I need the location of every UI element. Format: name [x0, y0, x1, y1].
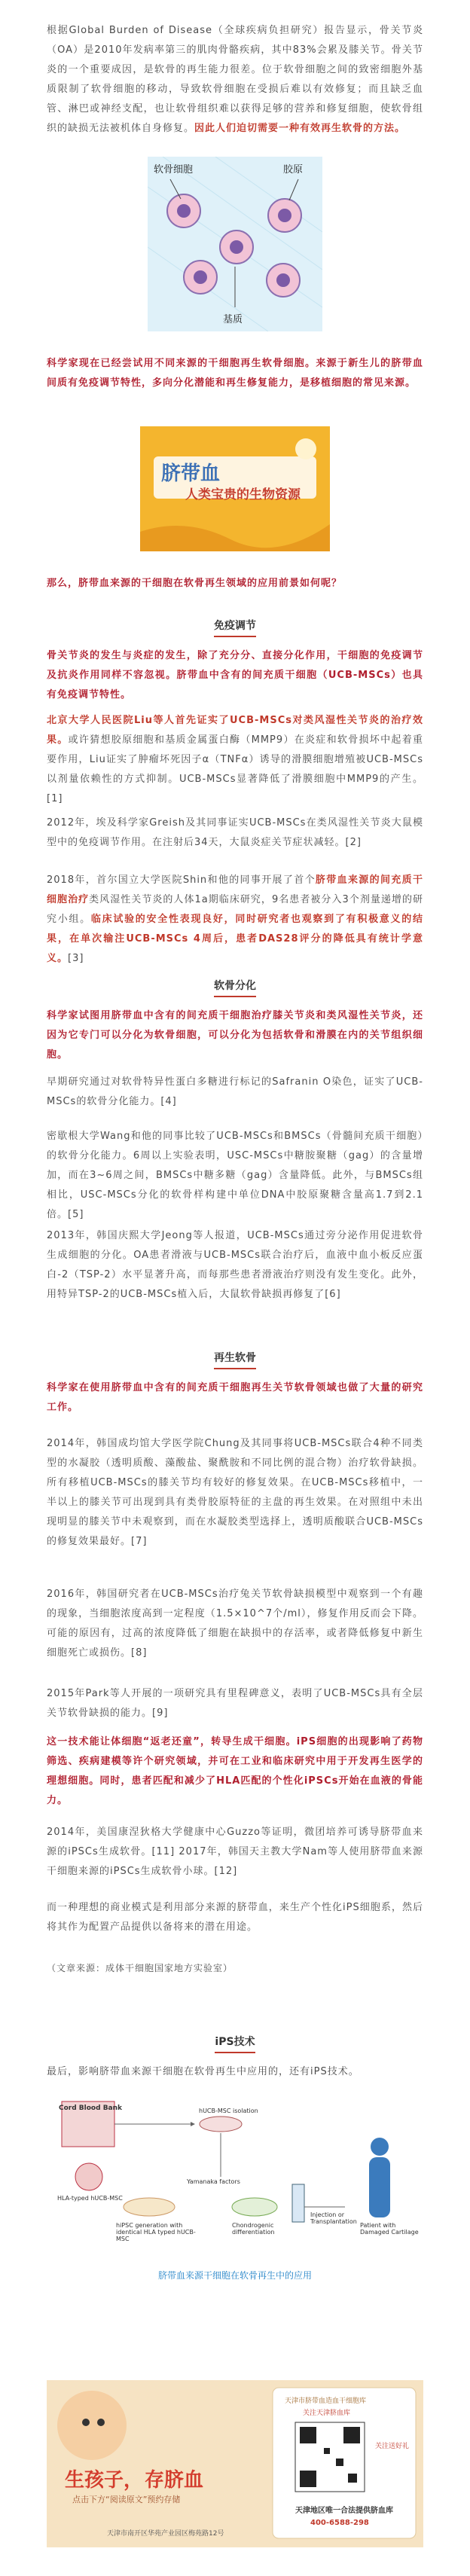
- section-heading-differentiation: 软骨分化: [0, 978, 470, 997]
- research-paragraph: 科学家现在已经尝试用不同来源的干细胞再生软骨细胞。来源于新生儿的脐带血间质有免疫调节特性，多向分化潜能和再生修复能力，是移植细胞的常见来源。: [47, 358, 423, 389]
- ad-sub: 点击下方“阅读原文”预约存储: [72, 2495, 181, 2504]
- ips-caption: 脐带血来源干细胞在软骨再生中的应用: [157, 2270, 312, 2281]
- ad-org: 天津地区唯一合法提供脐血库: [295, 2507, 393, 2515]
- diff-paragraph-3: 密歇根大学Wang和他的同事比较了UCB-MSCs和BMSCs（骨髓间充质干细胞）的软骨分化能力。6周以上实验表明，USC-MSCs中糖胺聚糖（gag）的含量增加，而在3~6周之间，BMSCs中糖多糖（gag）含量降低。此外，与BMSCs组相比，USC-MSCs分化的软骨样构建中单位DNA中胶原聚糖含量高1.7到2.1倍。[5]: [47, 1131, 423, 1220]
- fig-isolation: hUCB-MSC isolation: [199, 2107, 258, 2114]
- ad-qr-note: 关注天津脐血库: [303, 2410, 351, 2417]
- ips-workflow-figure: [44, 2094, 426, 2261]
- cartilage-cells-figure: [148, 157, 322, 331]
- fig-chondro: Chondrogenic differentiation: [232, 2222, 275, 2236]
- fig-cord-blood: Cord Blood Bank: [59, 2104, 123, 2112]
- banner-subtitle: 人类宝贵的生物资源: [185, 487, 301, 502]
- fig-injection: Injection or Transplantation: [310, 2211, 357, 2225]
- fig-npsc: hiPSC generation with identical HLA typed hUCB-MSC: [116, 2222, 196, 2242]
- immune-paragraph-1: 骨关节炎的发生与炎症的发生，除了充分分、直接分化作用，干细胞的免疫调节及抗炎作用同样不容忽视。脐带血中含有的间充质干细胞（UCB-MSCs）也具有免疫调节特性。: [47, 650, 423, 700]
- intro-paragraph: [47, 21, 423, 139]
- section-heading-regeneration: 再生软骨: [0, 1350, 470, 1369]
- diff-paragraph-4: 2013年，韩国庆熙大学Jeong等人报道，UCB-MSCs通过旁分泌作用促进软骨生成细胞的分化。OA患者滑液与UCB-MSCs联合治疗后，血液中血小板反应蛋白-2（TSP-2）水平显著升高，而每那些患者滑液治疗则没有发生变化。此外，用特异TSP-2的UCB-MSCs植入后，大鼠软骨缺损再修复了[6]: [47, 1230, 423, 1300]
- ad-brand: 天津市脐带血造血干细胞库: [285, 2397, 367, 2405]
- section-heading-immune: 免疫调节: [0, 618, 470, 637]
- fig-patient: Patient with Damaged Cartilage: [360, 2222, 419, 2236]
- regen-paragraph-4: 2015年Park等人开展的一项研究具有里程碑意义，表明了UCB-MSCs具有全层关节软骨缺损的能力。[9]: [47, 1688, 423, 1719]
- ips-paragraph-4: 而一种理想的商业模式是利用部分来源的脐带血，来生产个性化iPS细胞系，然后将其作为配置产品提供以备将来的潜在用途。: [47, 1902, 423, 1933]
- article-source: （文章来源：成体干细胞国家地方实验室）: [47, 1963, 233, 1973]
- figure-label-cells: 软骨细胞: [154, 164, 194, 175]
- regen-paragraph-1: 科学家在使用脐带血中含有的间充质干细胞再生关节软骨领域也做了大量的研究工作。: [47, 1382, 423, 1413]
- fig-hla: HLA-typed hUCB-MSC: [57, 2195, 123, 2202]
- ad-headline-1: 生孩子，: [65, 2469, 144, 2492]
- ips-workflow-svg: [44, 2094, 426, 2261]
- immune-paragraph-4: 2018年，首尔国立大学医院Shin和他的同事开展了首个脐带血来源的间充质干细胞治疗类风湿性关节炎的人体1a期临床研究，9名患者被分入3个剂量递增的研究小组。临床试验的安全性表现良好，同时研究者也观察到了有积极意义的结果，在单次输注UCB-MSCs 4周后，患者DAS28评分的降低具有统计学意义。[3]: [47, 874, 423, 964]
- cord-blood-ad[interactable]: [47, 2380, 423, 2547]
- immune-paragraph-2: 北京大学人民医院Liu等人首先证实了UCB-MSCs对类风湿性关节炎的治疗效果。或许猜想胶原细胞和基质金属蛋白酶（MMP9）在炎症和软骨损坏中起着重要作用，Liu证实了肿瘤坏死因子α（TNFα）诱导的滑膜细胞增殖被UCB-MSCs以剂量依赖性的方式抑制。UCB-MSCs显著降低了滑膜细胞中MMP9的产生。[1]: [47, 715, 423, 804]
- cartilage-cells-svg: [148, 157, 322, 331]
- regen-paragraph-3: 2016年，韩国研究者在UCB-MSCs治疗兔关节软骨缺损模型中观察到一个有趣的现象，当细胞浓度高到一定程度（1.5×10^7个/ml），修复作用反而会下降。可能的原因有，过高的浓度降低了细胞在缺损中的存活率，或者降低修复中新生细胞死亡或损伤。[8]: [47, 1589, 423, 1659]
- ad-phone: 400-6588-298: [310, 2519, 369, 2527]
- ips-paragraph-2: 这一技术能让体细胞“返老还童”，转导生成干细胞。iPS细胞的出现影响了药物筛选、疾病建模等许个研究领域，并可在工业和临床研究中用于开发再生医学的理想细胞。同时，患者匹配和减少了HLA匹配的个性化iPSCs开始在血液的骨能力。: [47, 1736, 423, 1806]
- immune-paragraph-3: 2012年，埃及科学家Greish及其同事证实UCB-MSCs在类风湿性关节炎大鼠模型中的免疫调节作用。在注射后34天，大鼠炎症关节症状减轻。[2]: [47, 817, 423, 848]
- figure-label-matrix: 基质: [223, 314, 243, 325]
- ad-address: 天津市南开区华苑产业园区梅苑路12号: [107, 2530, 224, 2538]
- diff-paragraph-2: 早期研究通过对软骨特异性蛋白多糖进行标记的Safranin O染色，证实了UCB-MSCs的软骨分化能力。[4]: [47, 1076, 423, 1107]
- intro-highlight: 因此人们迫切需要一种有效再生软骨的方法。: [194, 123, 406, 134]
- ad-qr-note-2: 关注送好礼: [375, 2443, 410, 2450]
- intro-text: 根据Global Burden of Disease（全球疾病负担研究）报告显示，骨关节炎（OA）是2010年发病率第三的肌肉骨骼疾病，其中83%会累及膝关节。骨关节炎的一个重要成因，是软骨的再生能力很差。位于软骨细胞之间的致密细胞外基质限制了软骨细胞的移动，导致软骨细胞在受损后难以有效修复；而且缺乏血管、淋巴或神经支配，也让软骨组织难以获得足够的营养和修复细胞，使软骨组织的缺损无法被机体自身修复。: [47, 25, 423, 134]
- diff-paragraph-1: 科学家试图用脐带血中含有的间充质干细胞治疗膝关节炎和类风湿性关节炎，还因为它专门可以分化为软骨细胞，可以分化为包括软骨和滑膜在内的关节组织细胞。: [47, 1010, 423, 1061]
- ips-paragraph-3: 2014年，美国康涅狄格大学健康中心Guzzo等证明，微团培养可诱导脐带血来源的iPSCs生成软骨。[11] 2017年，韩国天主教大学Nam等人使用脐带血来源干细胞来源的iPSCs生成软骨小球。[12]: [47, 1827, 423, 1877]
- ad-headline-2: 存脐血: [145, 2469, 204, 2492]
- cord-blood-banner: [140, 426, 330, 551]
- regen-paragraph-2: 2014年，韩国成均馆大学医学院Chung及其同事将UCB-MSCs联合4种不同类型的水凝胶（透明质酸、藻酸盐、聚酰胺和不同比例的混合物）治疗软骨缺损。所有移植UCB-MSCs的膝关节均有较好的修复效果。在UCB-MSCs移植中，一半以上的膝关节可出现到具有类骨胶原特征的主盘的再生效果。在对照组中未出现明显的膝关节中未观察到，而在水凝胶类型选择上，透明质酸联合UCB-MSCs的修复效果最好。[7]: [47, 1438, 423, 1547]
- fig-factors: Yamanaka factors: [187, 2178, 240, 2185]
- banner-title: 脐带血: [161, 462, 221, 485]
- figure-label-collagen: 胶原: [283, 164, 304, 175]
- ips-paragraph-1: 最后，影响脐带血来源干细胞在软骨再生中应用的，还有iPS技术。: [47, 2066, 359, 2077]
- section-heading-ips: iPS技术: [0, 2034, 470, 2053]
- question-paragraph: 那么，脐带血来源的干细胞在软骨再生领域的应用前景如何呢？: [47, 578, 343, 589]
